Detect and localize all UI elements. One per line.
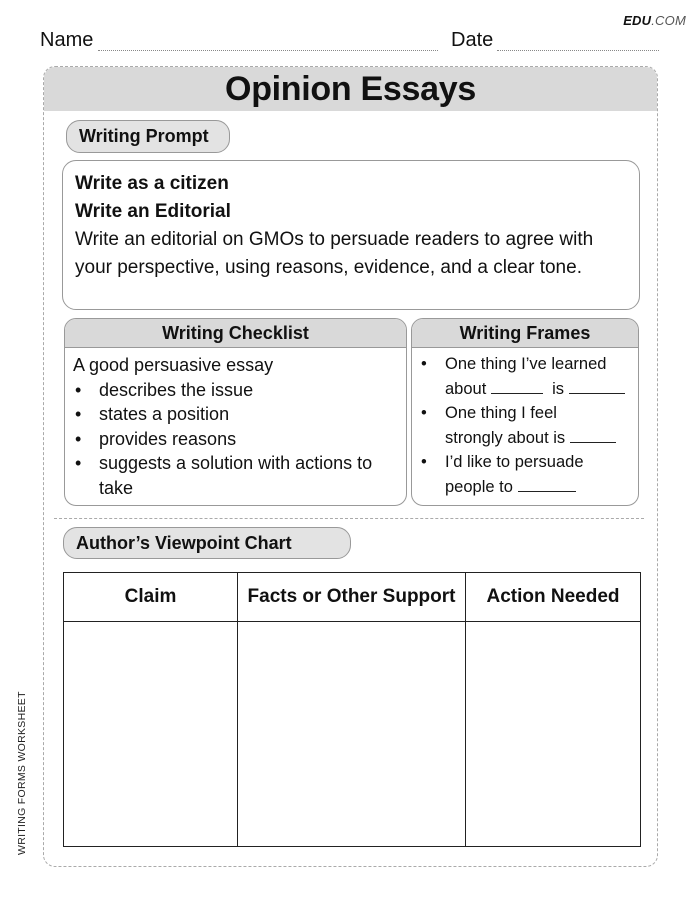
- blank-line[interactable]: [570, 429, 616, 443]
- checklist-list: [73, 378, 398, 501]
- title-bar: [44, 67, 657, 111]
- checklist-heading: Writing Checklist: [65, 319, 406, 348]
- checklist-item: • provides reasons: [73, 427, 398, 452]
- frame-item: [418, 352, 632, 401]
- prompt-body: Write an editorial on GMOs to persuade readers to agree with your perspective, using reasons, evidence, and a clear tone.: [75, 229, 594, 278]
- frame-text: I’d like to persuade: [445, 453, 584, 471]
- frame-text: people to: [445, 477, 513, 496]
- page-title: Opinion Essays: [225, 69, 476, 108]
- blank-line[interactable]: [569, 380, 625, 394]
- prompt-line-1: Write as a citizen: [75, 173, 229, 194]
- frame-item: [418, 450, 632, 499]
- blank-line[interactable]: [518, 478, 576, 492]
- viewpoint-chart-pill: Author’s Viewpoint Chart: [63, 527, 351, 559]
- action-cell[interactable]: [466, 622, 641, 847]
- frame-item: [418, 401, 632, 450]
- date-label: Date: [451, 29, 494, 51]
- table-row: [64, 622, 641, 847]
- name-date-row: [40, 30, 660, 54]
- brand-rest: .COM: [651, 13, 686, 28]
- blank-line[interactable]: [491, 380, 543, 394]
- column-header-action: Action Needed: [466, 573, 641, 622]
- checklist-item: • states a position: [73, 402, 398, 427]
- writing-frames-box: [411, 318, 639, 506]
- writing-prompt-box: [62, 160, 640, 310]
- checklist-item: • suggests a solution with actions to take: [73, 451, 398, 500]
- viewpoint-chart-table: [63, 572, 641, 847]
- name-label: Name: [40, 29, 94, 51]
- date-field[interactable]: [497, 50, 659, 51]
- brand-bold: EDU: [623, 13, 652, 28]
- prompt-line-2: Write an Editorial: [75, 201, 231, 222]
- frame-text: One thing I’ve learned: [445, 355, 607, 373]
- checklist-item: • describes the issue: [73, 378, 398, 403]
- frame-text: is: [552, 379, 564, 398]
- writing-checklist-box: [64, 318, 407, 506]
- table-header-row: [64, 573, 641, 622]
- worksheet-frame: [43, 66, 658, 867]
- claim-cell[interactable]: [64, 622, 238, 847]
- brand-logo: [623, 13, 686, 28]
- name-field[interactable]: [98, 50, 438, 51]
- writing-prompt-pill: Writing Prompt: [66, 120, 230, 153]
- frame-text: One thing I feel: [445, 404, 557, 422]
- facts-cell[interactable]: [238, 622, 466, 847]
- side-label: WRITING FORMS WORKSHEET: [16, 691, 28, 855]
- section-divider: [54, 518, 644, 519]
- frame-text: strongly about is: [445, 428, 566, 447]
- frame-text: about: [445, 379, 487, 398]
- checklist-intro: A good persuasive essay: [73, 355, 274, 375]
- column-header-facts: Facts or Other Support: [238, 573, 466, 622]
- column-header-claim: Claim: [64, 573, 238, 622]
- frames-heading: Writing Frames: [412, 319, 638, 348]
